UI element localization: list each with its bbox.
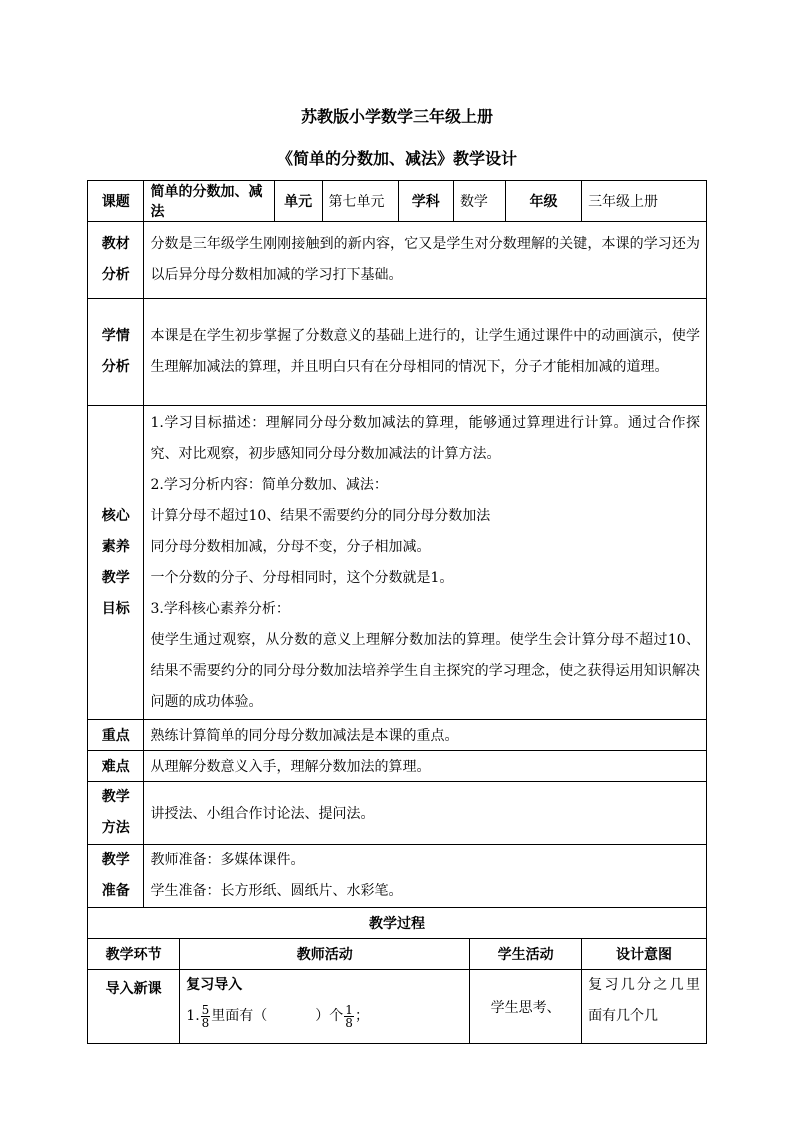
- fraction: $\frac{1}{8}$: [345, 1002, 353, 1030]
- student-analysis-text: 本课是在学生初步掌握了分数意义的基础上进行的，让学生通过课件中的动画演示，使学生理解加减法的算理，并且明白只有在分母相同的情况下，分子才能相加减的道理。: [144, 299, 707, 406]
- student-analysis-label: 学情 分析: [88, 299, 144, 406]
- process-title-row: [88, 908, 707, 939]
- subject-value: 数学: [453, 181, 505, 222]
- document-title: 苏教版小学数学三年级上册: [300, 107, 493, 126]
- difficulty-label: 难点: [88, 751, 144, 782]
- teacher-preparation: 教师准备：多媒体课件。: [150, 852, 305, 868]
- core-goals-row: [88, 406, 707, 720]
- teacher-heading: 复习导入: [186, 977, 243, 993]
- question-line: 1. $\frac{5}{8}$ 里面有（ ）个 $\frac{1}{8}$ ；: [186, 1002, 369, 1030]
- lesson-title: 《简单的分数加、减法》教学设计: [276, 149, 517, 168]
- goal-paragraph: 一个分数的分子、分母相同时，这个分数就是1。: [150, 569, 454, 586]
- info-row: [88, 181, 707, 222]
- design-intent-header: 设计意图: [582, 939, 707, 970]
- goal-paragraph: 同分母分数相加减，分母不变，分子相加减。: [150, 538, 431, 555]
- grade-value: 三年级上册: [582, 181, 707, 222]
- student-analysis-row: [88, 299, 707, 406]
- topic-value: 简单的分数加、减法: [144, 181, 274, 222]
- material-analysis-row: [88, 222, 707, 299]
- material-analysis-text: 分数是三年级学生刚刚接触到的新内容，它又是学生对分数理解的关键，本课的学习还为以后异分母分数相加减的学习打下基础。: [144, 222, 707, 299]
- process-header-row: [88, 939, 707, 970]
- fraction: $\frac{5}{8}$: [201, 1002, 210, 1030]
- preparation-text: [144, 845, 707, 908]
- core-goals-label: 核心 素养 教学 目标: [88, 406, 144, 720]
- unit-value: 第七单元: [322, 181, 398, 222]
- goal-paragraph: 1.学习目标描述：理解同分母分数加减法的算理，能够通过算理进行计算。通过合作探究、对比观察，初步感知同分母分数加减法的计算方法。: [150, 414, 700, 462]
- goal-paragraph: 2.学习分析内容：简单分数加、减法：: [150, 476, 388, 493]
- difficulty-text: 从理解分数意义入手，理解分数加法的算理。: [144, 751, 707, 782]
- teacher-activity-cell: [180, 970, 470, 1044]
- unit-label: 单元: [274, 181, 322, 222]
- key-point-text: 熟练计算简单的同分母分数加减法是本课的重点。: [144, 720, 707, 751]
- preparation-row: [88, 845, 707, 908]
- goal-paragraph: 使学生通过观察，从分数的意义上理解分数加法的算理。使学生会计算分母不超过10、结果不需要约分的同分母分数加法培养学生自主探究的学习理念，使之获得运用知识解决问题的成功体验。: [150, 631, 700, 710]
- process-title: 教学过程: [88, 908, 707, 939]
- preparation-label: 教学 准备: [88, 845, 144, 908]
- design-intent-cell: 复习几分之几里面有几个几: [582, 970, 707, 1044]
- method-text: 讲授法、小组合作讨论法、提问法。: [144, 782, 707, 845]
- method-label: 教学 方法: [88, 782, 144, 845]
- difficulty-row: [88, 751, 707, 782]
- topic-label: 课题: [88, 181, 144, 222]
- core-goals-text: [144, 406, 707, 720]
- key-point-label: 重点: [88, 720, 144, 751]
- goal-paragraph: 计算分母不超过10、结果不需要约分的同分母分数加法: [150, 507, 491, 524]
- method-row: [88, 782, 707, 845]
- material-analysis-label: 教材 分析: [88, 222, 144, 299]
- student-activity-header: 学生活动: [470, 939, 582, 970]
- process-row: [88, 970, 707, 1044]
- key-point-row: [88, 720, 707, 751]
- student-activity-cell: 学生思考、: [470, 970, 582, 1044]
- stage-cell: 导入新课: [88, 970, 180, 1044]
- goal-paragraph: 3.学科核心素养分析：: [150, 600, 290, 617]
- student-preparation: 学生准备：长方形纸、圆纸片、水彩笔。: [150, 883, 403, 899]
- stage-header: 教学环节: [88, 939, 180, 970]
- grade-label: 年级: [506, 181, 582, 222]
- subject-label: 学科: [398, 181, 453, 222]
- lesson-plan-table: [87, 180, 707, 1044]
- teacher-activity-header: 教师活动: [180, 939, 470, 970]
